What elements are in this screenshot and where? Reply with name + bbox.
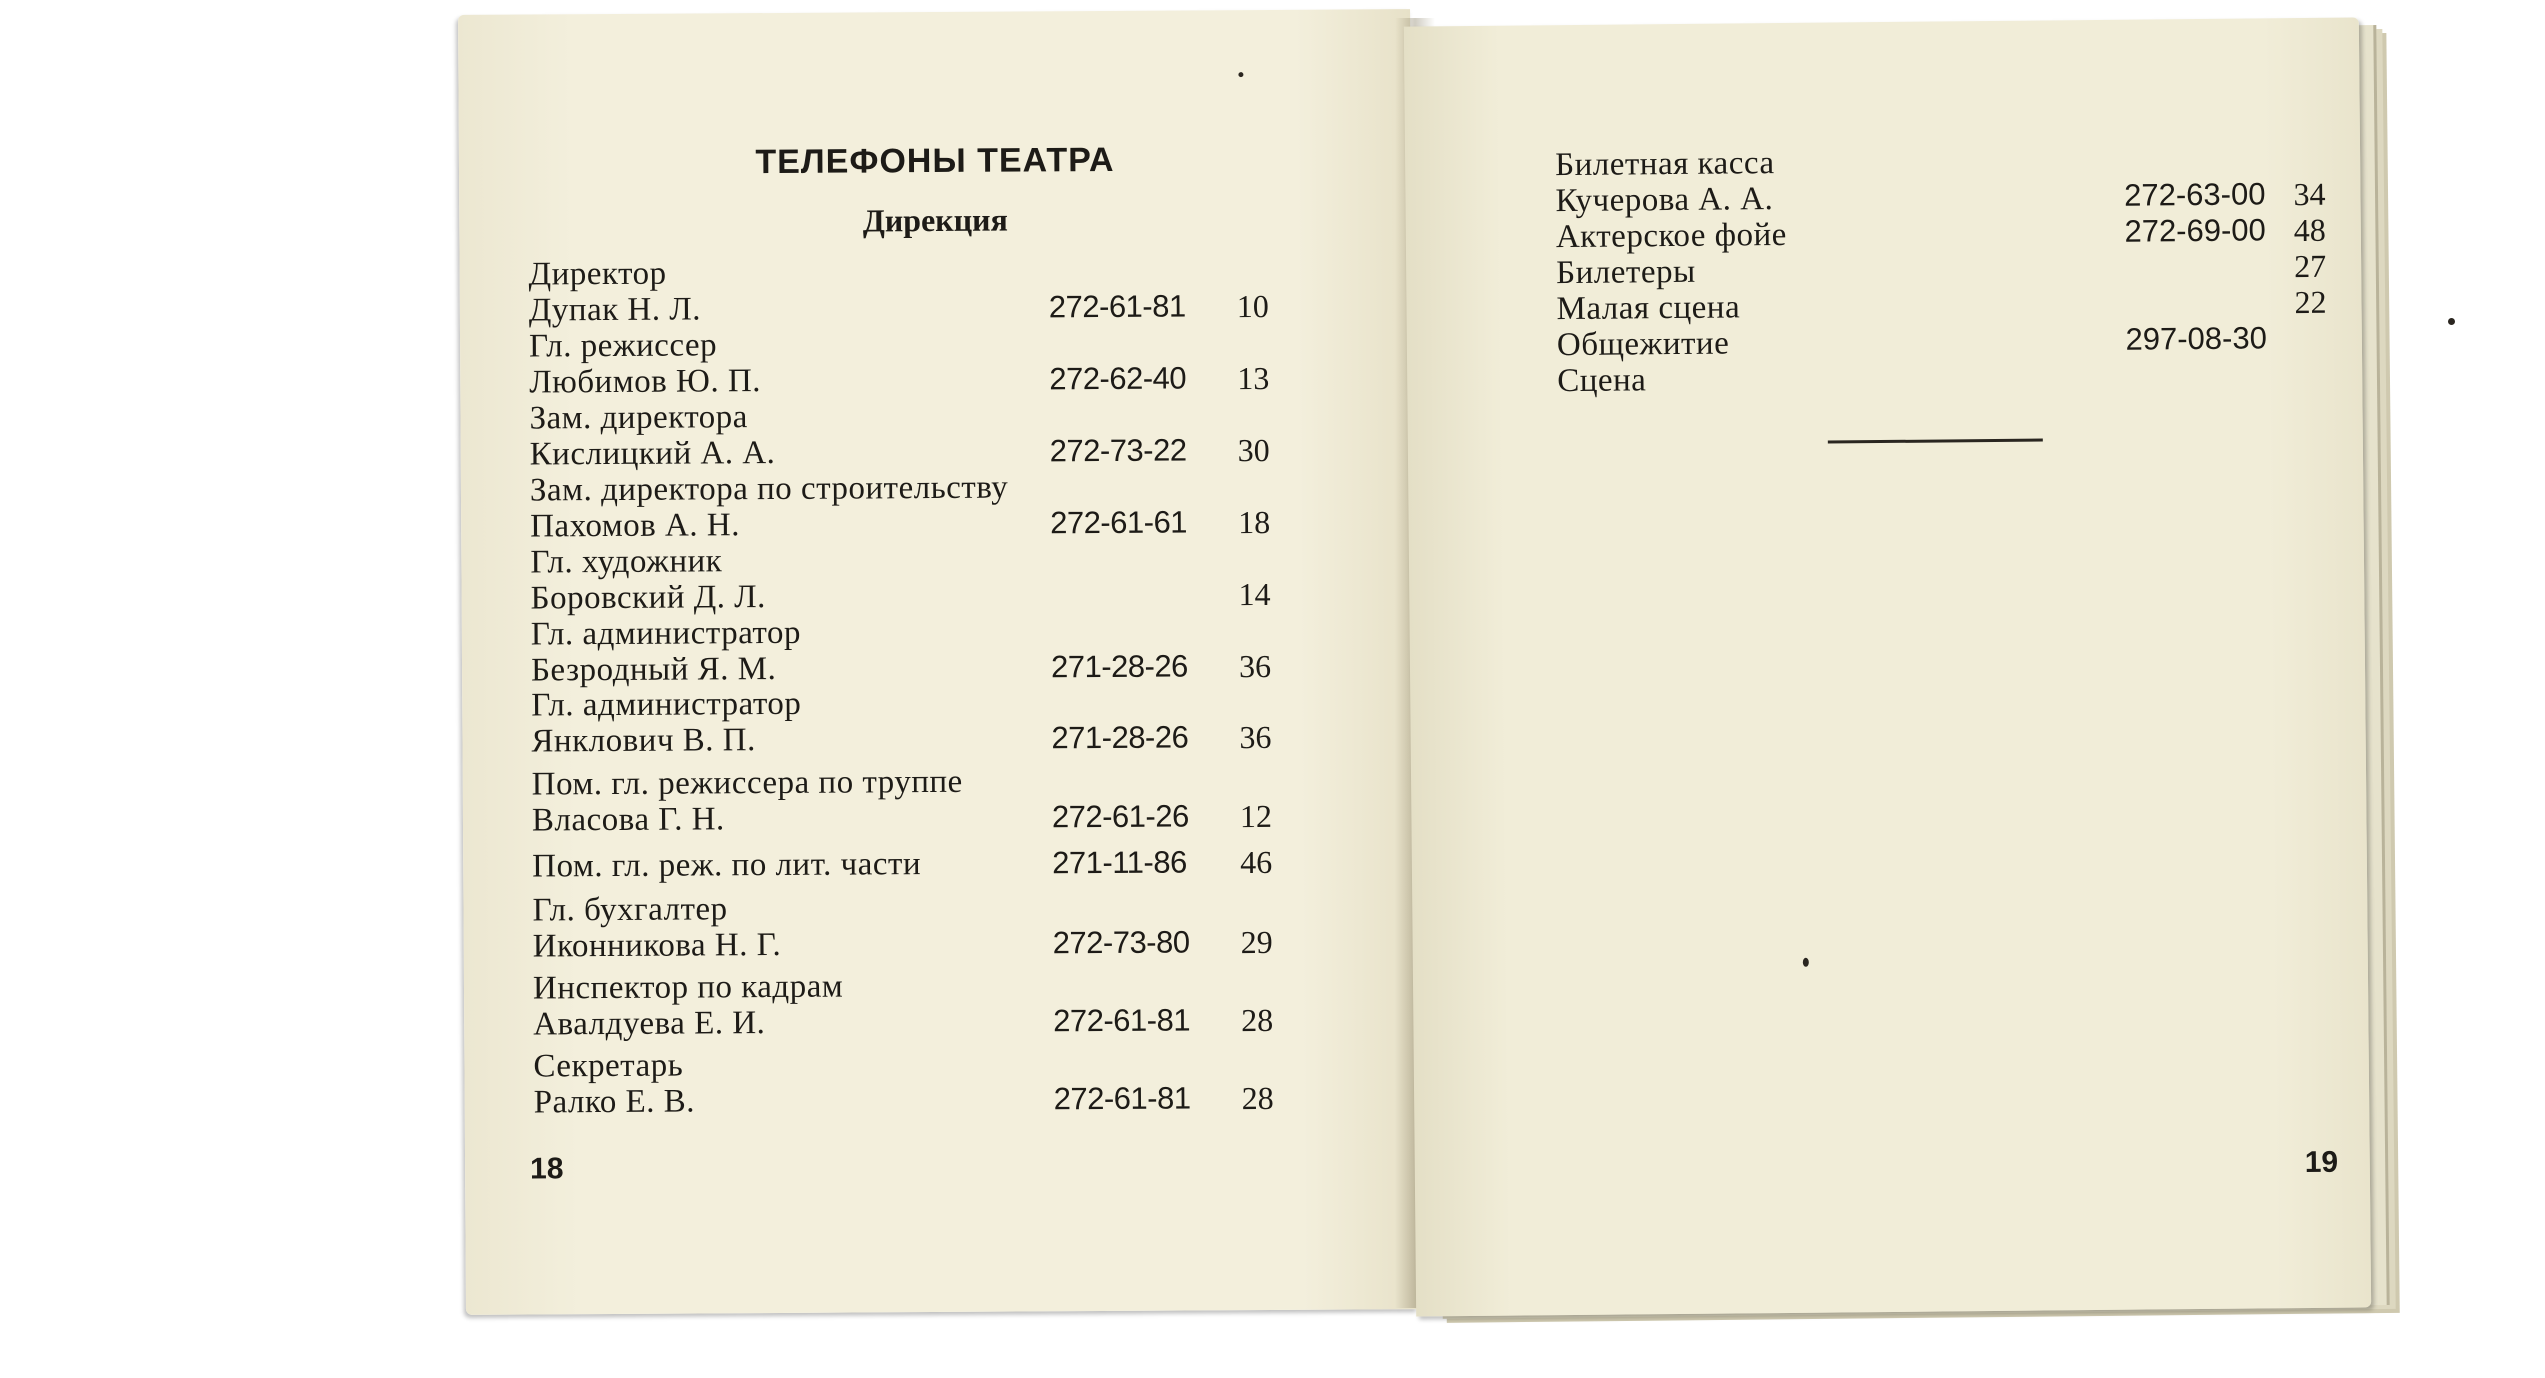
right-page bbox=[1404, 17, 2371, 1316]
entry-name: Кучерова А. А. bbox=[1555, 181, 1774, 220]
entry-ext: 28 bbox=[1241, 1001, 1274, 1039]
entry-name: Боровский Д. Л. bbox=[530, 579, 766, 617]
entry-phone: 272-61-26 bbox=[1051, 798, 1189, 835]
entry-name: Билетная касса bbox=[1554, 145, 1775, 184]
entry-ext: 10 bbox=[1236, 287, 1269, 325]
entry-role: Зам. директора bbox=[529, 399, 749, 437]
entry-phone: 272-61-81 bbox=[1053, 1002, 1191, 1039]
page-number: 19 bbox=[2304, 1145, 2339, 1180]
entry-ext: 48 bbox=[2293, 211, 2326, 249]
entry-role: Секретарь bbox=[533, 1047, 684, 1085]
section-divider bbox=[1828, 438, 2043, 443]
page-title: ТЕЛЕФОНЫ ТЕАТРА bbox=[755, 140, 1115, 182]
entry-phone: 272-61-81 bbox=[1048, 288, 1186, 325]
directory-entry bbox=[532, 888, 1272, 965]
entry-ext: 13 bbox=[1237, 359, 1270, 397]
entry-ext: 34 bbox=[2293, 175, 2326, 213]
entry-name: Дупак Н. Л. bbox=[528, 291, 702, 329]
scanner-speck bbox=[2448, 318, 2455, 325]
entry-name: Сцена bbox=[1557, 362, 1647, 400]
entry-role: Инспектор по кадрам bbox=[532, 968, 844, 1007]
directory-entry bbox=[532, 762, 1272, 839]
entry-name: Авалдуева Е. И. bbox=[533, 1005, 766, 1043]
entry-role: Гл. администратор bbox=[531, 685, 802, 724]
entry-name: Билетеры bbox=[1556, 253, 1696, 292]
entry-phone: 271-28-26 bbox=[1050, 648, 1188, 685]
entry-name: Пахомов А. Н. bbox=[530, 507, 741, 545]
entry-role: Гл. администратор bbox=[530, 614, 802, 653]
entry-role: Гл. бухгалтер bbox=[532, 891, 728, 929]
entry-ext: 30 bbox=[1237, 431, 1270, 469]
entry-phone: 272-73-22 bbox=[1049, 432, 1187, 469]
entry-phone: 271-28-26 bbox=[1051, 719, 1189, 756]
entry-ext: 18 bbox=[1238, 503, 1271, 541]
section-subtitle: Дирекция bbox=[862, 201, 1008, 239]
entry-name: Иконникова Н. Г. bbox=[532, 926, 782, 965]
entry-phone: 272-73-80 bbox=[1052, 924, 1190, 961]
paper-speck bbox=[1238, 72, 1243, 77]
entry-name: Кислицкий А. А. bbox=[529, 434, 776, 473]
entry-ext: 46 bbox=[1240, 843, 1273, 881]
entry-name: Янклович В. П. bbox=[531, 722, 756, 760]
directory-entry bbox=[529, 252, 1269, 329]
entry-role: Зам. директора по строительству bbox=[529, 469, 1009, 509]
entry-name: Общежитие bbox=[1556, 325, 1730, 364]
entry-name: Безродный Я. М. bbox=[530, 650, 777, 689]
directory-entry bbox=[532, 844, 1272, 885]
entry-ext: 27 bbox=[2293, 247, 2327, 285]
directory-entry bbox=[530, 468, 1270, 545]
entry-phone: 272-61-81 bbox=[1053, 1080, 1191, 1117]
entry-ext: 36 bbox=[1239, 718, 1272, 756]
entry-phone: 271-11-86 bbox=[1052, 844, 1187, 881]
entry-name: Актерское фойе bbox=[1555, 216, 1788, 256]
entry-role: Пом. гл. режиссера по труппе bbox=[531, 763, 963, 803]
entry-role: Гл. художник bbox=[530, 543, 723, 581]
entry-phone: 297-08-30 bbox=[2125, 320, 2268, 357]
directory-entry bbox=[1557, 356, 2327, 399]
entry-ext: 12 bbox=[1239, 797, 1273, 835]
directory-entry bbox=[533, 1044, 1273, 1121]
entry-name: Любимов Ю. П. bbox=[529, 363, 762, 401]
entry-name: Власова Г. Н. bbox=[531, 801, 725, 839]
entry-role: Директор bbox=[528, 255, 667, 293]
entry-name: Ралко Е. В. bbox=[533, 1083, 696, 1121]
entry-phone: 272-63-00 bbox=[2123, 176, 2266, 213]
entry-phone: 272-62-40 bbox=[1049, 360, 1187, 397]
entry-phone: 272-61-61 bbox=[1050, 504, 1188, 541]
entry-ext: 14 bbox=[1238, 575, 1271, 613]
entry-name: Малая сцена bbox=[1556, 289, 1741, 328]
directory-entry bbox=[533, 966, 1273, 1043]
entry-ext: 36 bbox=[1238, 647, 1272, 685]
entry-ext: 22 bbox=[2294, 283, 2327, 321]
directory-entry bbox=[530, 540, 1270, 617]
left-page bbox=[458, 9, 1418, 1315]
entry-ext: 28 bbox=[1241, 1079, 1274, 1117]
directory-entry bbox=[531, 683, 1271, 760]
entry-phone: 272-69-00 bbox=[2124, 212, 2266, 249]
page-number: 18 bbox=[529, 1152, 564, 1186]
entry-ext: 29 bbox=[1240, 923, 1273, 961]
directory-entry bbox=[529, 396, 1269, 473]
directory-entry bbox=[531, 612, 1271, 689]
entry-role: Гл. режиссер bbox=[528, 327, 718, 365]
directory-entry bbox=[529, 324, 1269, 401]
paper-speck bbox=[1803, 958, 1809, 967]
entry-name: Пом. гл. реж. по лит. части bbox=[532, 846, 922, 885]
